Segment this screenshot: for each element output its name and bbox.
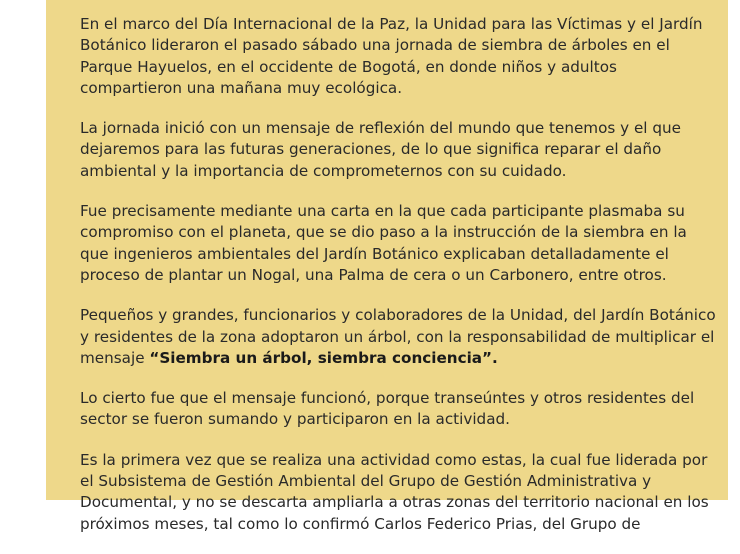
slogan-bold-text: “Siembra un árbol, siembra conciencia”. <box>149 348 498 367</box>
article-paragraph: En el marco del Día Internacional de la Paz, la Unidad para las Víctimas y el Jardín Botánico lideraron el pasado sábado una jornada de siembra de árboles en el Parque Hayuelos, en el occidente de Bogotá, en donde niños y adultos compartieron una mañana muy ecológica. <box>80 15 703 97</box>
article-paragraph: Lo cierto fue que el mensaje funcionó, porque transeúntes y otros residentes del sector se fueron sumando y participaron en la actividad. <box>80 389 695 429</box>
article-body <box>80 14 720 554</box>
article-paragraph-with-slogan <box>80 305 720 369</box>
paragraph-text: Pequeños y grandes, funcionarios y colaboradores de la Unidad, del Jardín Botánico y residentes de la zona adoptaron un árbol, con la responsabilidad de multiplicar el mensaje <box>80 306 716 367</box>
article-paragraph: Fue precisamente mediante una carta en la que cada participante plasmaba su compromiso con el planeta, que se dio paso a la instrucción de la siembra en la que ingenieros ambientales del Jardín Botánico explicaban detalladamente el proceso de plantar un Nogal, una Palma de cera o un Carbonero, entre otros. <box>80 202 687 284</box>
article-paragraph: La jornada inició con un mensaje de reflexión del mundo que tenemos y el que dejaremos para las futuras generaciones, de lo que significa reparar el daño ambiental y la importancia de comprometernos con su cuidado. <box>80 119 681 180</box>
article-card <box>46 0 728 533</box>
article-paragraph: Es la primera vez que se realiza una actividad como estas, la cual fue liderada por el Subsistema de Gestión Ambiental del Grupo de Gestión Administrativa y Documental, y no se descarta ampliarla a otras zonas del territorio nacional en los próximos meses, tal como lo confirmó Carlos Federico Prias, del Grupo de <box>80 450 709 533</box>
